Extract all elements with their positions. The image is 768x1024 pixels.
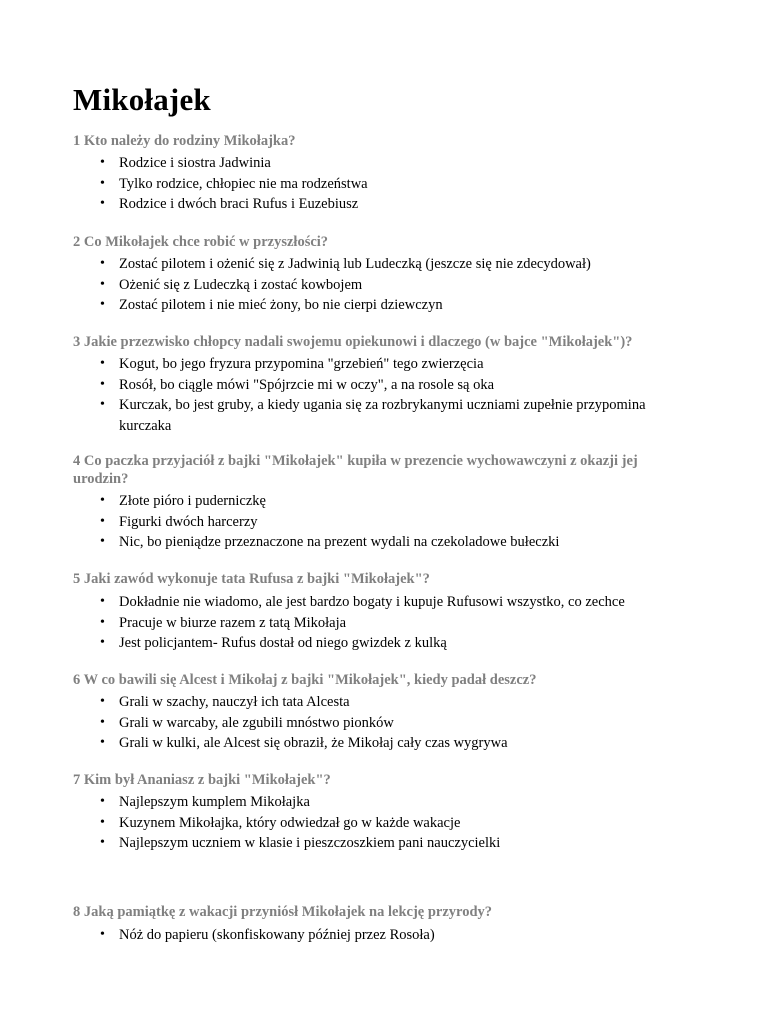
answer-list-2 [99, 254, 699, 316]
answer-list-7 [99, 792, 699, 854]
answer-option: • Najlepszym uczniem w klasie i pieszczoszkiem pani nauczycielki [99, 833, 699, 854]
answer-option: • Rodzice i dwóch braci Rufus i Euzebiusz [99, 194, 699, 215]
answer-option: • Kogut, bo jego fryzura przypomina "grzebień" tego zwierzęcia [99, 354, 699, 375]
question-3: 3 Jakie przezwisko chłopcy nadali swojemu opiekunowi i dlaczego (w bajce "Mikołajek")? [73, 334, 633, 350]
answer-option: • Pracuje w biurze razem z tatą Mikołaja [99, 613, 699, 634]
answer-option: • Ożenić się z Ludeczką i zostać kowbojem [99, 275, 699, 296]
answer-option: • Rodzice i siostra Jadwinia [99, 153, 699, 174]
answer-option: • Rosół, bo ciągle mówi "Spójrzcie mi w oczy", a na rosole są oka [99, 375, 699, 396]
answer-option: • Nic, bo pieniądze przeznaczone na prezent wydali na czekoladowe bułeczki [99, 532, 699, 553]
answer-list-1 [99, 153, 699, 215]
answer-list-8 [99, 925, 699, 946]
answer-list-4 [99, 491, 699, 553]
question-1: 1 Kto należy do rodziny Mikołajka? [73, 133, 296, 149]
answer-option: • Grali w szachy, nauczył ich tata Alcesta [99, 692, 699, 713]
answer-option: • Najlepszym kumplem Mikołajka [99, 792, 699, 813]
answer-option: • Tylko rodzice, chłopiec nie ma rodzeństwa [99, 174, 699, 195]
question-8: 8 Jaką pamiątkę z wakacji przyniósł Mikołajek na lekcję przyrody? [73, 904, 493, 920]
answer-option: • Zostać pilotem i ożenić się z Jadwinią lub Ludeczką (jeszcze się nie zdecydował) [99, 254, 699, 275]
answer-option: • Kuzynem Mikołajka, który odwiedzał go w każde wakacje [99, 813, 699, 834]
answer-option: • Zostać pilotem i nie mieć żony, bo nie cierpi dziewczyn [99, 295, 699, 316]
question-5: 5 Jaki zawód wykonuje tata Rufusa z bajki "Mikołajek"? [73, 571, 430, 587]
answer-list-6 [99, 692, 699, 754]
answer-option: • Jest policjantem- Rufus dostał od niego gwizdek z kulką [99, 633, 699, 654]
answer-list-3 [99, 354, 699, 436]
answer-option: • Złote pióro i puderniczkę [99, 491, 699, 512]
question-4: 4 Co paczka przyjaciół z bajki "Mikołajek" kupiła w prezencie wychowawczyni z okazji jej urodzin? [73, 453, 638, 487]
question-6: 6 W co bawili się Alcest i Mikołaj z bajki "Mikołajek", kiedy padał deszcz? [73, 672, 537, 688]
answer-option: • Grali w warcaby, ale zgubili mnóstwo pionków [99, 713, 699, 734]
question-7: 7 Kim był Ananiasz z bajki "Mikołajek"? [73, 772, 331, 788]
page-title: Mikołajek [73, 82, 211, 117]
answer-option: • Dokładnie nie wiadomo, ale jest bardzo bogaty i kupuje Rufusowi wszystko, co zechce [99, 592, 699, 613]
answer-option: • Nóż do papieru (skonfiskowany później przez Rosoła) [99, 925, 699, 946]
answer-list-5 [99, 592, 699, 654]
answer-option: • Grali w kulki, ale Alcest się obraził, że Mikołaj cały czas wygrywa [99, 733, 699, 754]
answer-option: • Figurki dwóch harcerzy [99, 512, 699, 533]
answer-option: • Kurczak, bo jest gruby, a kiedy ugania się za rozbrykanymi uczniami zupełnie przypomina kurczaka [99, 395, 699, 436]
question-2: 2 Co Mikołajek chce robić w przyszłości? [73, 234, 329, 250]
